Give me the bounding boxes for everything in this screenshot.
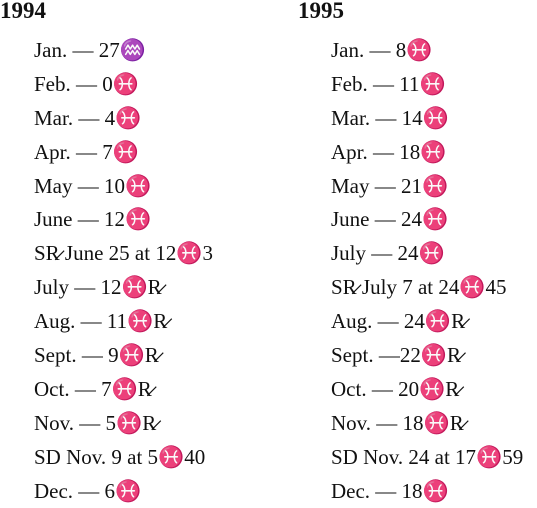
list-item: Dec. — 18♓: [331, 478, 449, 503]
list-item: Oct. — 20♓R̷: [331, 376, 460, 401]
list-item: Oct. — 7♓R̷: [34, 376, 152, 401]
list-item: Feb. — 11♓: [331, 71, 446, 96]
list-item: May — 21♓: [331, 173, 449, 198]
station-entry: SR̷ June 25 at 12♓3: [34, 241, 213, 266]
list-item: Nov. — 18♓R̷: [331, 410, 464, 435]
list-item: Sept. —22♓R̷: [331, 343, 461, 368]
list-item: Sept. — 9♓R̷: [34, 343, 159, 368]
list-item: Nov. — 5♓R̷: [34, 410, 157, 435]
monthly-position-list: [331, 34, 523, 508]
list-item: July — 12♓R̷: [34, 275, 162, 300]
year-heading: 1995: [298, 0, 344, 23]
list-item: Jan. — 8♓: [331, 38, 433, 62]
list-item: Dec. — 6♓: [34, 478, 142, 503]
list-item: June — 12♓: [34, 207, 152, 232]
list-item: Feb. — 0♓: [34, 71, 139, 96]
year-heading: 1994: [0, 0, 46, 23]
list-item: May — 10♓: [34, 173, 152, 198]
list-item: July — 24♓: [331, 241, 445, 266]
list-item: Aug. — 11♓R̷: [34, 309, 168, 334]
list-item: Apr. — 18♓: [331, 139, 447, 164]
list-item: Jan. — 27♒: [34, 38, 146, 62]
list-item: Mar. — 4♓: [34, 105, 142, 130]
monthly-position-list: [34, 34, 213, 508]
list-item: June — 24♓: [331, 207, 449, 232]
station-entry: SD Nov. 9 at 5♓40: [34, 444, 206, 469]
station-entry: SR̷ July 7 at 24♓45: [331, 275, 507, 300]
station-entry: SD Nov. 24 at 17♓59: [331, 444, 524, 469]
list-item: Aug. — 24♓R̷: [331, 309, 466, 334]
list-item: Apr. — 7♓: [34, 139, 139, 164]
list-item: Mar. — 14♓: [331, 105, 449, 130]
